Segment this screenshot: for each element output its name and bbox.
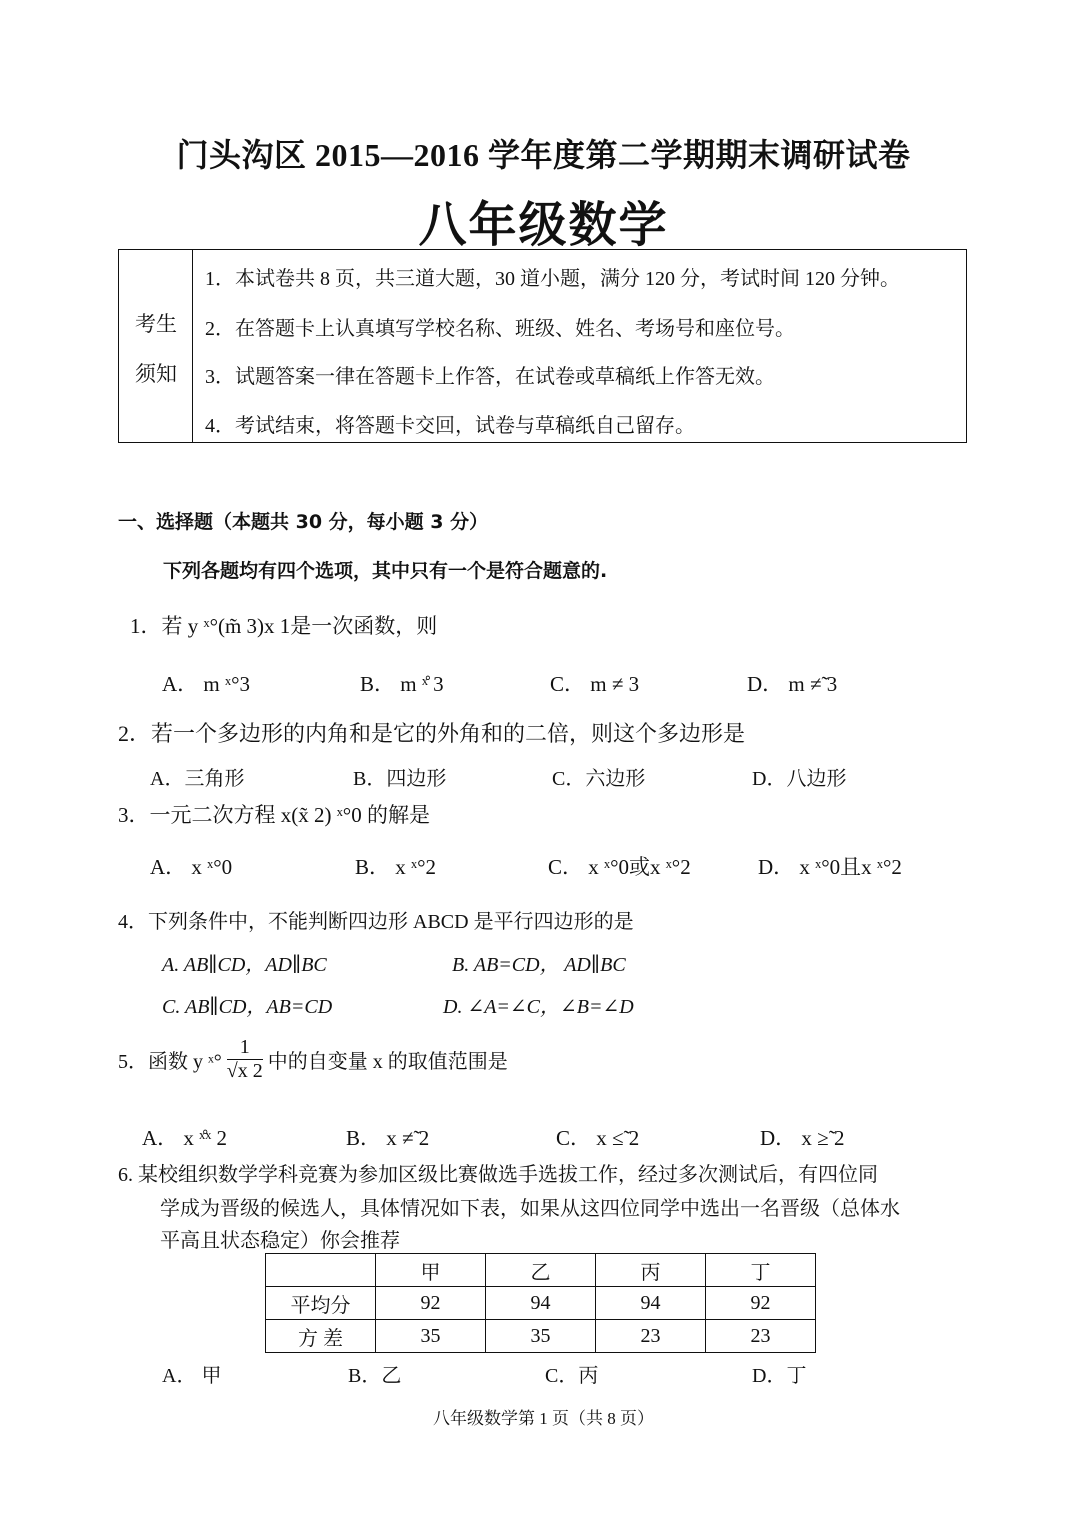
table-cell: 23 [596,1320,706,1353]
table-header-cell: 丙 [596,1254,706,1287]
question-3-option-d: D． x ˣ°0且x ˣ°2 [758,855,902,879]
table-cell: 35 [486,1320,596,1353]
question-5-denominator: √x 2 [226,1060,263,1082]
question-1-option-b: B． m ˣ̊ 3 [360,672,444,696]
notice-item-1: 1．本试卷共 8 页，共三道大题，30 道小题，满分 120 分，考试时间 120 分钟。 [205,268,900,290]
table-row [266,1320,816,1353]
question-6-option-c: C．丙 [545,1365,599,1387]
question-4-option-b: B. AB=CD， AD∥BC [452,954,626,976]
question-2-option-c: C．六边形 [552,768,646,790]
table-header-cell [266,1254,376,1287]
notice-label-line1: 考生 [135,312,177,336]
notice-item-3: 3．试题答案一律在答题卡上作答，在试卷或草稿纸上作答无效。 [205,366,775,388]
question-2-option-a: A．三角形 [150,768,245,790]
notice-divider [192,250,193,442]
question-3-stem: 3．一元二次方程 x(x̃ 2) ˣ°0 的解是 [118,803,430,827]
table-header-cell: 丁 [706,1254,816,1287]
table-cell: 35 [376,1320,486,1353]
subject-title: 八年级数学 [418,199,669,252]
question-5-option-b: B． x ≠̃ 2 [346,1126,430,1150]
question-4-option-d: D. ∠A=∠C，∠B=∠D [443,996,634,1018]
table-header-cell: 乙 [486,1254,596,1287]
table-cell: 94 [596,1287,706,1320]
question-6-option-d: D．丁 [752,1365,807,1387]
question-5-stem [118,1036,508,1083]
table-cell: 方 差 [266,1320,376,1353]
question-4-option-c: C. AB∥CD，AB=CD [162,996,333,1018]
question-5-stem-prefix: 5．函数 y ˣ° [118,1051,222,1073]
table-cell: 平均分 [266,1287,376,1320]
notice-item-2: 2．在答题卡上认真填写学校名称、班级、姓名、考场号和座位号。 [205,318,795,340]
question-6-stem-line3: 平高且状态稳定）你会推荐 [160,1230,400,1252]
section-instruction: 下列各题均有四个选项，其中只有一个是符合题意的. [163,560,608,582]
question-3-option-c: C． x ˣ°0或x ˣ°2 [548,855,691,879]
question-5-option-d: D． x ≥̃ 2 [760,1126,845,1150]
question-1-option-d: D． m ≠̃ 3 [747,672,838,696]
table-header-row [266,1254,816,1287]
question-3-option-b: B． x ˣ°2 [355,855,436,879]
question-3-option-a: A． x ˣ°0 [150,855,233,879]
exam-title: 门头沟区 2015—2016 学年度第二学期期末调研试卷 [176,137,911,173]
question-6-stem-line1: 6. 某校组织数学学科竞赛为参加区级比赛做选手选拔工作，经过多次测试后，有四位同 [118,1164,878,1186]
section-heading: 一、选择题（本题共 30 分，每小题 3 分） [118,511,489,533]
question-5-option-c: C． x ≤̃ 2 [556,1126,640,1150]
question-5-fraction [227,1036,263,1083]
question-4-stem: 4．下列条件中，不能判断四边形 ABCD 是平行四边形的是 [118,911,634,933]
table-row [266,1287,816,1320]
table-cell: 92 [706,1287,816,1320]
question-2-option-d: D．八边形 [752,768,847,790]
question-4-option-a: A. AB∥CD，AD∥BC [162,954,327,976]
question-5-numerator: 1 [227,1036,263,1060]
question-6-stem-line2: 学成为晋级的候选人，具体情况如下表，如果从这四位同学中选出一名晋级（总体水 [160,1198,900,1220]
notice-box [118,249,967,443]
page-footer: 八年级数学第 1 页（共 8 页） [433,1409,654,1428]
question-5-stem-suffix: 中的自变量 x 的取值范围是 [267,1051,508,1073]
table-cell: 94 [486,1287,596,1320]
table-cell: 92 [376,1287,486,1320]
question-2-stem: 2．若一个多边形的内角和是它的外角和的二倍，则这个多边形是 [118,721,746,746]
question-6-option-b: B．乙 [348,1365,402,1387]
notice-item-4: 4．考试结束，将答题卡交回，试卷与草稿纸自己留存。 [205,415,695,437]
table-cell: 23 [706,1320,816,1353]
question-6-option-a: A． 甲 [162,1365,222,1387]
notice-label-line2: 须知 [135,362,177,386]
question-1-stem: 1．若 y ˣ°(m̃ 3)x 1是一次函数，则 [130,614,438,638]
question-1-option-c: C． m ≠ 3 [550,672,640,696]
question-5-option-a: A． x ˣ̊ˣ 2 [142,1126,228,1150]
score-table [265,1253,816,1353]
question-1-option-a: A． m ˣ°3 [162,672,250,696]
question-2-option-b: B．四边形 [353,768,447,790]
table-header-cell: 甲 [376,1254,486,1287]
